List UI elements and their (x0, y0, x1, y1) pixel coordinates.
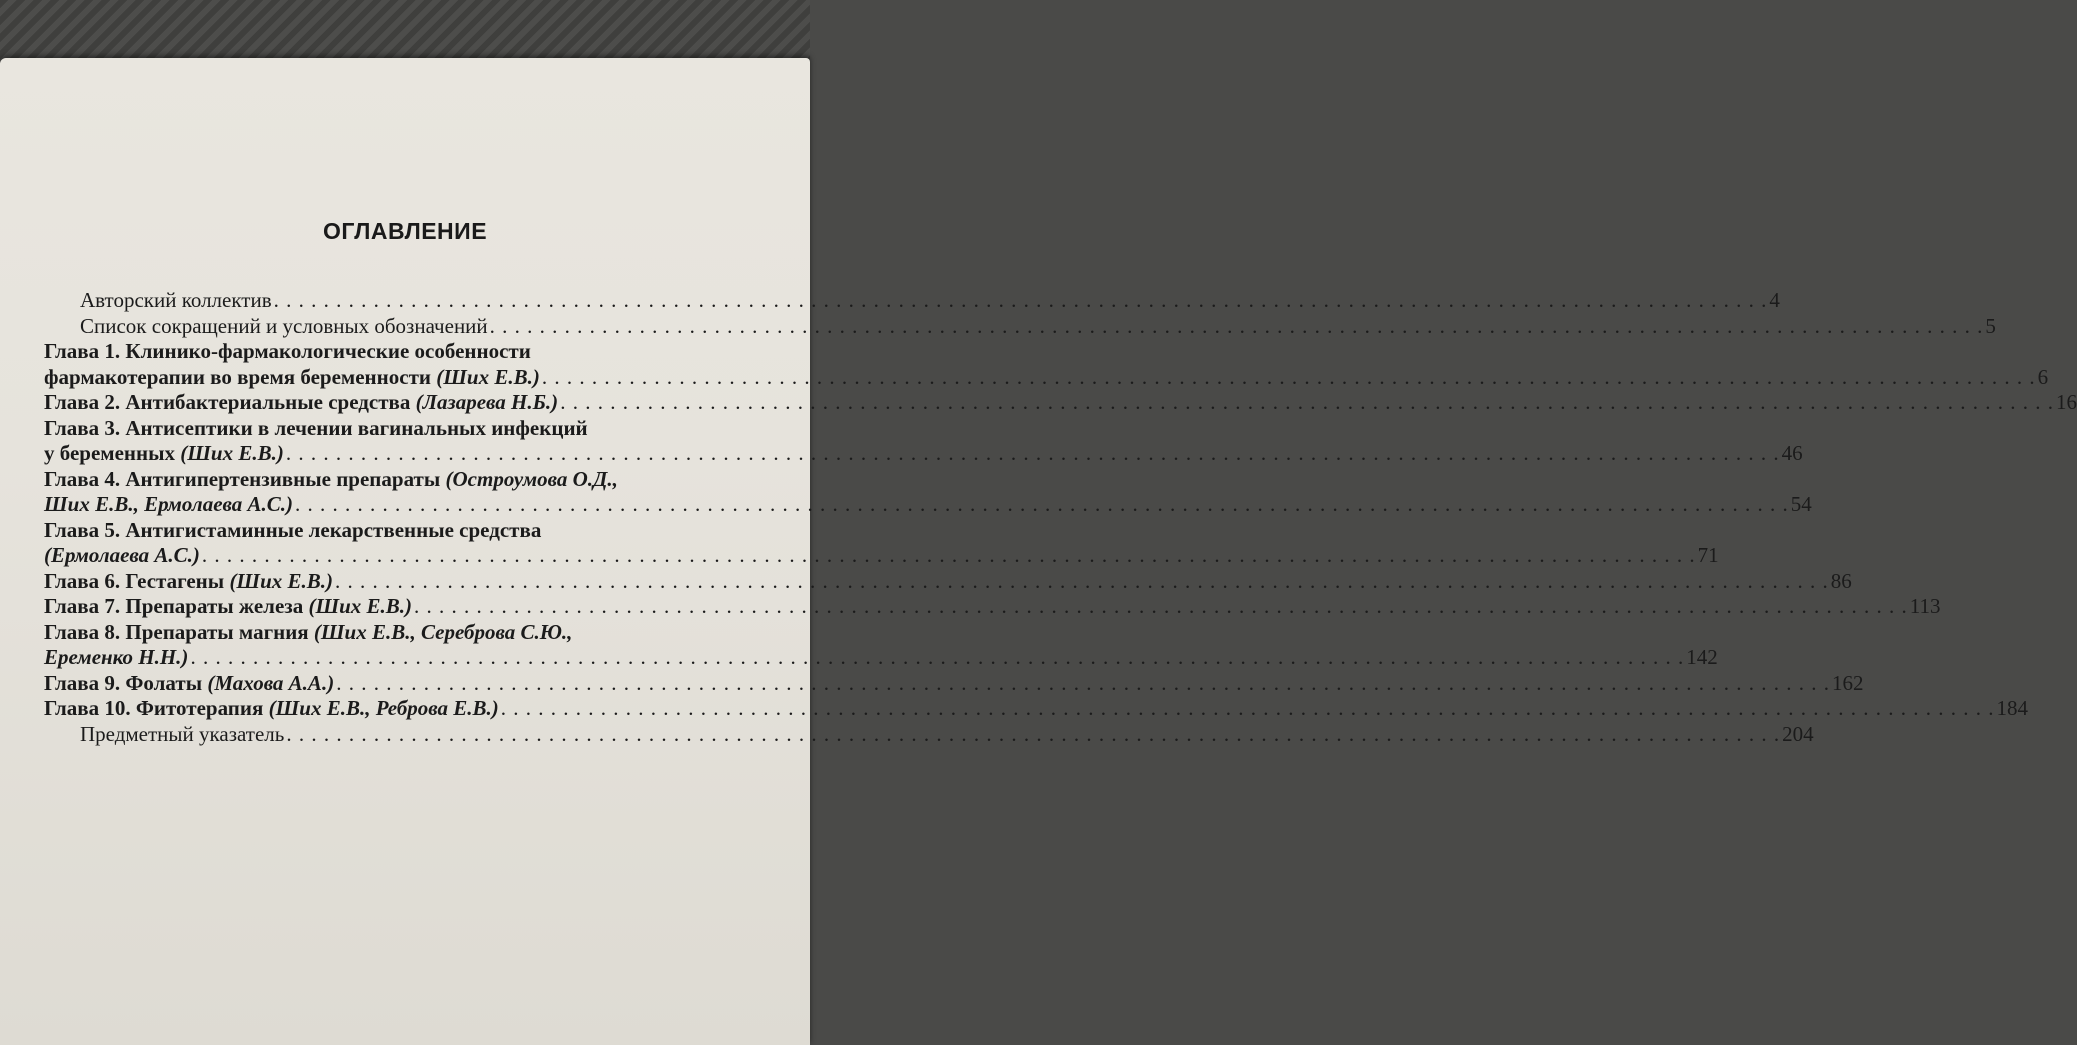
dot-leader: . . . . . . . . . . . . . . . . . . . . . . . . . . . . . . . . . . . . . . . . . . . . . . . . . . . . . . . . . . . . . . . . . . . . . . . . . . . . . . . . . . . . . . . . . . . . . . . . . . . . . . . . . . . . . . . . . . . . . . . . (560, 390, 2054, 414)
toc-entry-text (44, 441, 284, 467)
toc-entry-text (44, 492, 293, 518)
page-number: 86 (1830, 568, 1852, 593)
toc-line (44, 492, 1812, 518)
dot-leader: . . . . . . . . . . . . . . . . . . . . . . . . . . . . . . . . . . . . . . . . . . . . . . . . . . . . . . . . . . . . . . . . . . . . . . . . . . . . . . . . . . . . . . . . . . . . . . . . . . . . . . . . . . . . . . . . . . . . . . . . (286, 721, 1781, 746)
page-number: 6 (2037, 364, 2049, 389)
toc-line (44, 594, 1941, 620)
toc-line (44, 416, 770, 442)
dot-leader: . . . . . . . . . . . . . . . . . . . . . . . . . . . . . . . . . . . . . . . . . . . . . . . . . . . . . . . . . . . . . . . . . . . . . . . . . . . . . . . . . . . . . . . . . . . . . . . . . . . . . . . . . . . . . . . . . . . . . . . . (500, 696, 1995, 720)
dot-leader: . . . . . . . . . . . . . . . . . . . . . . . . . . . . . . . . . . . . . . . . . . . . . . . . . . . . . . . . . . . . . . . . . . . . . . . . . . . . . . . . . . . . . . . . . . . . . . . . . . . . . . . . . . . . . . . . . . . . . . . . (541, 364, 2036, 389)
dot-leader: . . . . . . . . . . . . . . . . . . . . . . . . . . . . . . . . . . . . . . . . . . . . . . . . . . . . . . . . . . . . . . . . . . . . . . . . . . . . . . . . . . . . . . . . . . . . . . . . . . . . . . . . . . . . . . . . . . . . . . . . (336, 670, 1830, 695)
chapter-authors: (Ших Е.В.) (175, 441, 284, 465)
toc-entry-text (80, 722, 284, 748)
toc-line (44, 441, 1803, 467)
chapter-title: фармакотерапии во время беременности (44, 364, 431, 389)
chapter-title: Антибактериальные средства (125, 390, 411, 414)
chapter-title: Антигистаминные лекарственные средства (125, 517, 542, 542)
toc-line (44, 313, 1996, 340)
toc-entry-text (44, 594, 412, 620)
page-number: 184 (1996, 696, 2029, 720)
chapter-title: Антигипертензивные препараты (125, 466, 441, 491)
toc-entry-text (44, 645, 188, 671)
toc-line (44, 364, 2049, 391)
page-number: 204 (1782, 721, 1814, 746)
chapter-number: Глава 4. (44, 466, 126, 491)
chapter-number: Глава 10. (44, 696, 136, 720)
toc-line (44, 620, 770, 646)
dot-leader: . . . . . . . . . . . . . . . . . . . . . . . . . . . . . . . . . . . . . . . . . . . . . . . . . . . . . . . . . . . . . . . . . . . . . . . . . . . . . . . . . . . . . . . . . . . . . . . . . . . . . . . . . . . . . . . . . . . . . . . . (414, 594, 1908, 618)
chapter-title: Фитотерапия (135, 696, 264, 720)
page-number: 142 (1686, 645, 1718, 669)
dot-leader: . . . . . . . . . . . . . . . . . . . . . . . . . . . . . . . . . . . . . . . . . . . . . . . . . . . . . . . . . . . . . . . . . . . . . . . . . . . . . . . . . . . . . . . . . . . . . . . . . . . . . . . . . . . . . . . . . . . . . . . . (335, 568, 1829, 593)
chapter-authors: (Остроумова О.Д., (440, 466, 618, 491)
chapter-authors: (Ших Е.В., Сереброва С.Ю., (308, 619, 573, 644)
toc-line (44, 543, 1719, 569)
chapter-title: Фолаты (125, 670, 203, 695)
chapter-number: Глава 3. (44, 415, 126, 440)
chapter-number: Глава 2. (44, 390, 126, 414)
chapter-authors: (Ших Е.В., Реброва Е.В.) (263, 696, 499, 720)
chapter-number: Глава 7. (44, 594, 126, 618)
chapter-authors: (Ших Е.В.) (431, 364, 540, 389)
toc-line (44, 568, 1852, 595)
chapter-title: Препараты магния (125, 619, 309, 644)
toc-entry-text (80, 314, 488, 340)
dot-leader: . . . . . . . . . . . . . . . . . . . . . . . . . . . . . . . . . . . . . . . . . . . . . . . . . . . . . . . . . . . . . . . . . . . . . . . . . . . . . . . . . . . . . . . . . . . . . . . . . . . . . . . . . . . . . . . . . . . . . . . . (273, 288, 1768, 312)
dot-leader: . . . . . . . . . . . . . . . . . . . . . . . . . . . . . . . . . . . . . . . . . . . . . . . . . . . . . . . . . . . . . . . . . . . . . . . . . . . . . . . . . . . . . . . . . . . . . . . . . . . . . . . . . . . . . . . . . . . . . . . . (295, 492, 1789, 516)
chapter-number: Глава 6. (44, 568, 126, 593)
toc-entry-text (44, 365, 540, 391)
chapter-authors: (Лазарева Н.Б.) (410, 390, 559, 414)
dot-leader: . . . . . . . . . . . . . . . . . . . . . . . . . . . . . . . . . . . . . . . . . . . . . . . . . . . . . . . . . . . . . . . . . . . . . . . . . . . . . . . . . . . . . . . . . . . . . . . . . . . . . . . . . . . . . . . . . . . . . . . . (190, 645, 1685, 669)
toc-entry-text (44, 696, 499, 722)
chapter-title: у беременных (44, 441, 176, 465)
chapter-authors: Ших Е.В., Ермолаева А.С.) (44, 492, 294, 516)
toc-line (44, 467, 770, 493)
chapter-authors: (Ших Е.В.) (303, 594, 413, 618)
page-number: 4 (1769, 288, 1780, 312)
dot-leader: . . . . . . . . . . . . . . . . . . . . . . . . . . . . . . . . . . . . . . . . . . . . . . . . . . . . . . . . . . . . . . . . . . . . . . . . . . . . . . . . . . . . . . . . . . . . . . . . . . . . . . . . . . . . . . . . . . . . . . . . (489, 313, 1984, 338)
toc-entry-text (44, 671, 334, 697)
page-number: 71 (1697, 543, 1719, 567)
page-number: 113 (1909, 594, 1941, 618)
chapter-number: Глава 1. (44, 339, 126, 363)
page-title: ОГЛАВЛЕНИЕ (322, 218, 488, 244)
dot-leader: . . . . . . . . . . . . . . . . . . . . . . . . . . . . . . . . . . . . . . . . . . . . . . . . . . . . . . . . . . . . . . . . . . . . . . . . . . . . . . . . . . . . . . . . . . . . . . . . . . . . . . . . . . . . . . . . . . . . . . . . (201, 543, 1696, 567)
chapter-authors: (Ермолаева А.С.) (44, 543, 200, 567)
toc-line (44, 390, 2077, 416)
toc-entry-text (44, 518, 541, 542)
page-number: 5 (1985, 313, 1996, 338)
chapter-authors: (Ших Е.В.) (224, 568, 334, 593)
toc-entry-text (44, 416, 588, 440)
chapter-title: Препараты железа (125, 594, 304, 618)
chapter-number: Глава 9. (44, 670, 126, 695)
page-number: 162 (1831, 670, 1864, 695)
toc-entry-text (44, 620, 572, 644)
chapter-title: Предметный указатель (80, 721, 285, 746)
chapter-authors: Еременко Н.Н.) (44, 645, 189, 669)
page-number: 46 (1781, 441, 1803, 465)
table-of-contents (44, 288, 2077, 747)
page-number: 16 (2055, 390, 2077, 414)
chapter-title: Антисептики в лечении вагинальных инфекций (125, 415, 588, 440)
chapter-authors: (Махова А.А.) (202, 670, 335, 695)
chapter-title: Авторский коллектив (80, 288, 272, 312)
chapter-title: Гестагены (125, 568, 225, 593)
toc-line (44, 288, 1780, 314)
toc-line (44, 670, 1864, 697)
chapter-title: Список сокращений и условных обозначений (80, 313, 488, 338)
toc-line (44, 721, 1814, 748)
toc-entry-text (44, 339, 531, 363)
toc-entry-text (80, 288, 272, 314)
toc-entry-text (44, 543, 200, 569)
dot-leader: . . . . . . . . . . . . . . . . . . . . . . . . . . . . . . . . . . . . . . . . . . . . . . . . . . . . . . . . . . . . . . . . . . . . . . . . . . . . . . . . . . . . . . . . . . . . . . . . . . . . . . . . . . . . . . . . . . . . . . . . (285, 441, 1780, 465)
page-number: 54 (1790, 492, 1812, 516)
toc-line (44, 339, 770, 365)
chapter-title: Клинико-фармакологические особенности (125, 339, 531, 363)
toc-line (44, 696, 2029, 722)
toc-entry-text (44, 390, 558, 416)
chapter-number: Глава 8. (44, 619, 126, 644)
toc-entry-text (44, 569, 333, 595)
toc-entry-text (44, 467, 618, 491)
toc-line (44, 518, 770, 544)
toc-line (44, 645, 1718, 671)
chapter-number: Глава 5. (44, 517, 126, 542)
